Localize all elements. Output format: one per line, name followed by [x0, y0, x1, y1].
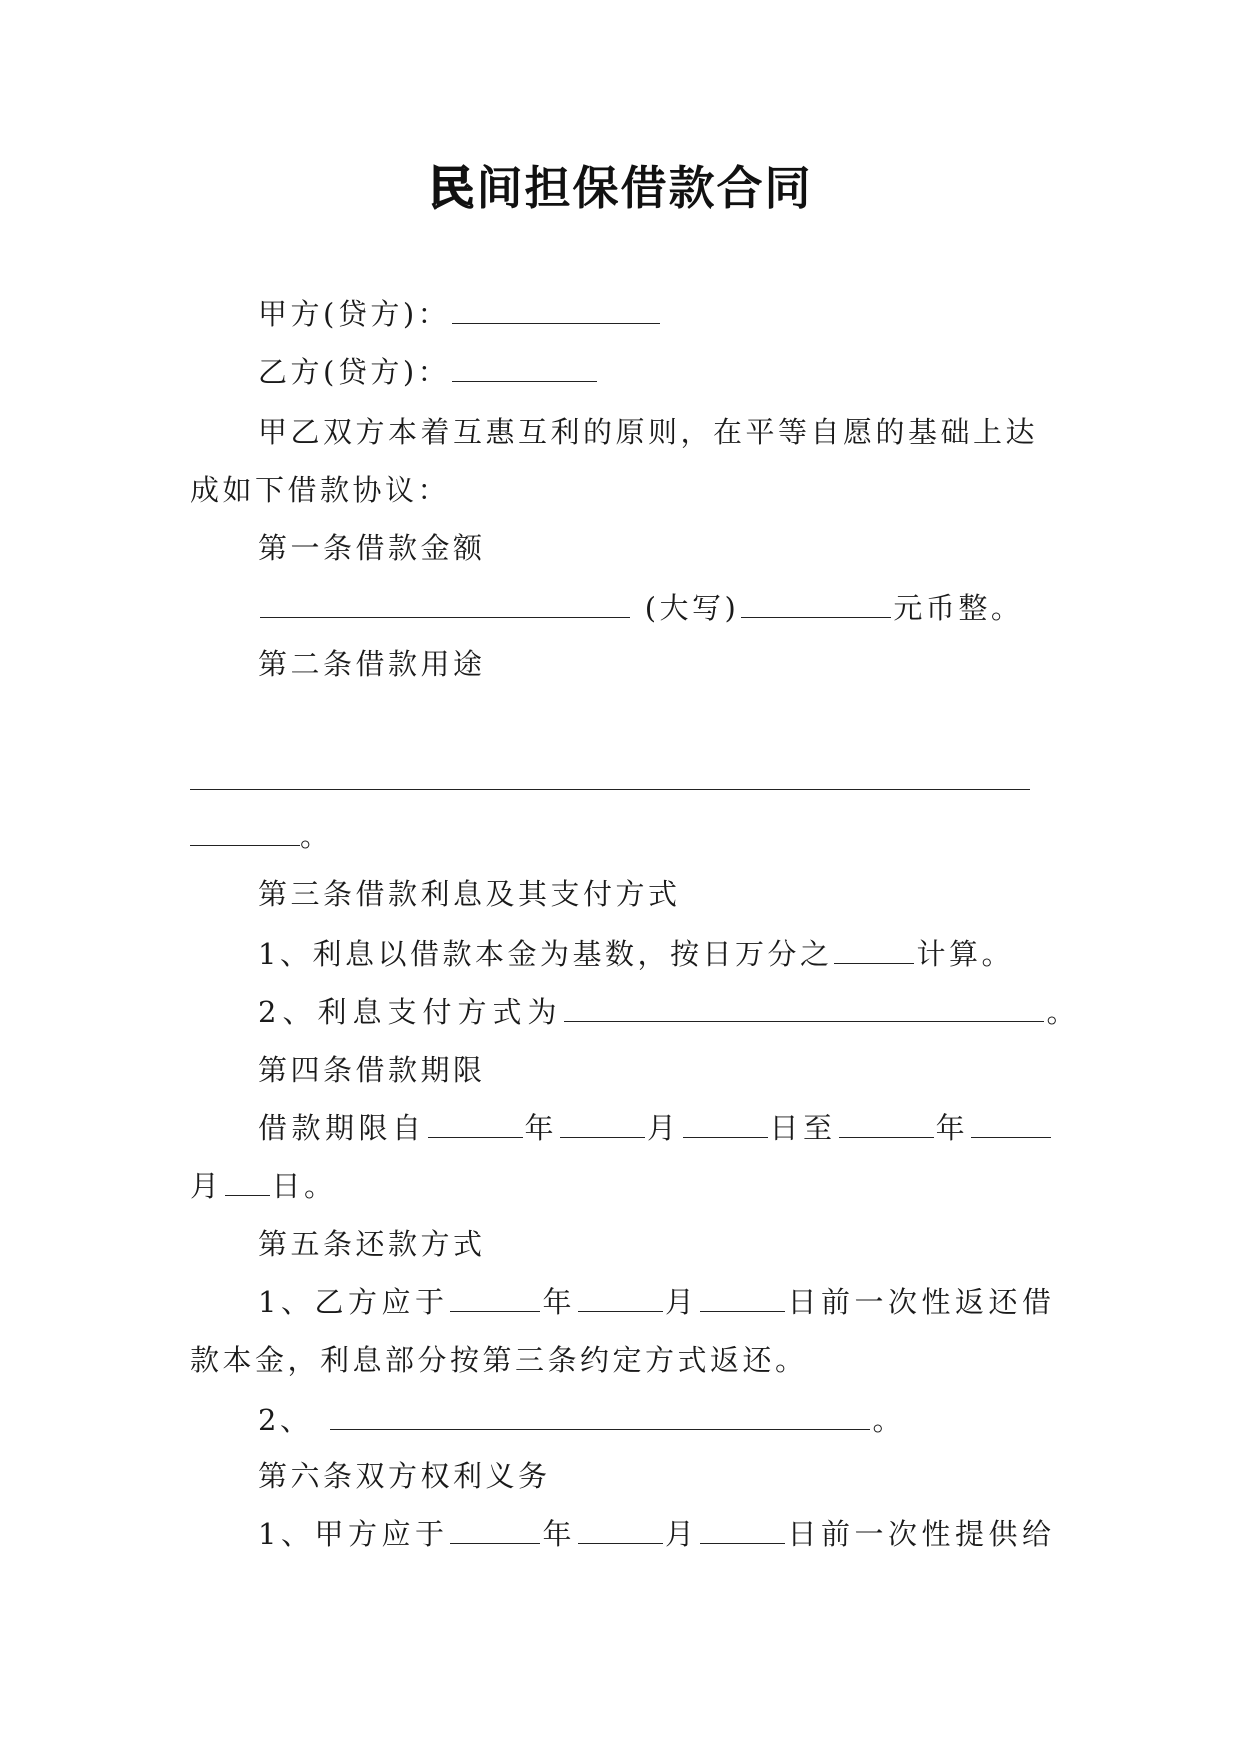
amount-capital-label: (大写) — [644, 591, 740, 625]
article6-item1 — [258, 1514, 1056, 1554]
article4-term-line-1 — [258, 1108, 1053, 1148]
term-prefix: 借款期限自 — [258, 1111, 426, 1145]
repay-month-label: 月 — [664, 1285, 699, 1319]
payment-method-blank[interactable] — [564, 995, 1044, 1022]
purpose-blank-1[interactable] — [190, 763, 1030, 790]
repay-day-blank[interactable] — [700, 1285, 785, 1312]
article2-purpose-line-1 — [190, 760, 1030, 800]
end-day-blank[interactable] — [225, 1169, 270, 1196]
repay-year-label: 年 — [542, 1285, 576, 1319]
end-day-label: 日。 — [271, 1169, 337, 1203]
start-year-blank[interactable] — [428, 1111, 523, 1138]
interest-rate-blank[interactable] — [834, 937, 914, 964]
article5-item2 — [258, 1400, 905, 1440]
provide-prefix: 1、甲方应于 — [258, 1517, 449, 1551]
end-month-blank[interactable] — [971, 1111, 1051, 1138]
start-year-label: 年 — [524, 1111, 559, 1145]
purpose-end: 。 — [300, 819, 333, 853]
party-a-blank[interactable] — [452, 297, 660, 324]
article1-heading: 第一条借款金额 — [258, 531, 486, 565]
provide-month-blank[interactable] — [578, 1517, 663, 1544]
end-year-blank[interactable] — [839, 1111, 934, 1138]
article5-item1-line2: 款本金，利息部分按第三条约定方式返还。 — [190, 1343, 808, 1377]
party-b-line — [258, 352, 599, 392]
title-first-char: 民 — [428, 161, 477, 215]
article3-item2 — [258, 992, 1081, 1032]
party-a-label: 甲方(贷方)： — [258, 297, 451, 331]
article3-heading: 第三条借款利息及其支付方式 — [258, 877, 681, 911]
party-a-line — [258, 294, 662, 334]
end-month-label: 月 — [190, 1169, 223, 1203]
purpose-blank-2[interactable] — [190, 819, 300, 846]
provide-month-label: 月 — [664, 1517, 699, 1551]
repay-year-blank[interactable] — [450, 1285, 540, 1312]
preamble-line-2: 成如下借款协议： — [190, 473, 451, 507]
article2-heading: 第二条借款用途 — [258, 647, 486, 681]
article3-item1 — [258, 934, 1014, 974]
repay-prefix: 1、乙方应于 — [258, 1285, 449, 1319]
amount-capital-blank[interactable] — [741, 591, 891, 618]
document-title — [0, 152, 1241, 218]
interest-rate-suffix: 计算。 — [916, 937, 1014, 971]
payment-method-text: 2、利息支付方式为 — [258, 995, 563, 1029]
article4-heading: 第四条借款期限 — [258, 1053, 486, 1087]
article5-item1 — [258, 1282, 1056, 1322]
currency-suffix: 元币整。 — [893, 591, 1024, 625]
article2-purpose-line-2 — [190, 816, 333, 856]
provide-day-blank[interactable] — [700, 1517, 785, 1544]
end-year-label: 年 — [935, 1111, 970, 1145]
preamble-line-1: 甲乙双方本着互惠互利的原则，在平等自愿的基础上达 — [258, 415, 1039, 449]
provide-year-label: 年 — [542, 1517, 576, 1551]
start-day-to-label: 日至 — [769, 1111, 837, 1145]
start-month-label: 月 — [647, 1111, 681, 1145]
party-b-blank[interactable] — [452, 355, 597, 382]
repay-suffix: 日前一次性返还借 — [787, 1285, 1056, 1319]
provide-suffix: 日前一次性提供给 — [787, 1517, 1056, 1551]
repay-other-end: 。 — [872, 1403, 905, 1437]
repay-other-blank[interactable] — [330, 1403, 870, 1430]
interest-rate-text: 1、利息以借款本金为基数，按日万分之 — [258, 937, 833, 971]
title-rest: 间担保借款合同 — [476, 161, 813, 215]
amount-numeric-blank[interactable] — [260, 591, 630, 618]
article6-heading: 第六条双方权利义务 — [258, 1459, 551, 1493]
article4-term-line-2 — [190, 1166, 337, 1206]
repay-other-prefix: 2、 — [258, 1403, 313, 1437]
repay-month-blank[interactable] — [578, 1285, 663, 1312]
party-b-label: 乙方(贷方)： — [258, 355, 451, 389]
provide-year-blank[interactable] — [450, 1517, 540, 1544]
start-month-blank[interactable] — [560, 1111, 645, 1138]
article5-heading: 第五条还款方式 — [258, 1227, 486, 1261]
start-day-blank[interactable] — [683, 1111, 768, 1138]
payment-method-end: 。 — [1046, 995, 1082, 1029]
article1-amount-line — [258, 588, 1023, 628]
